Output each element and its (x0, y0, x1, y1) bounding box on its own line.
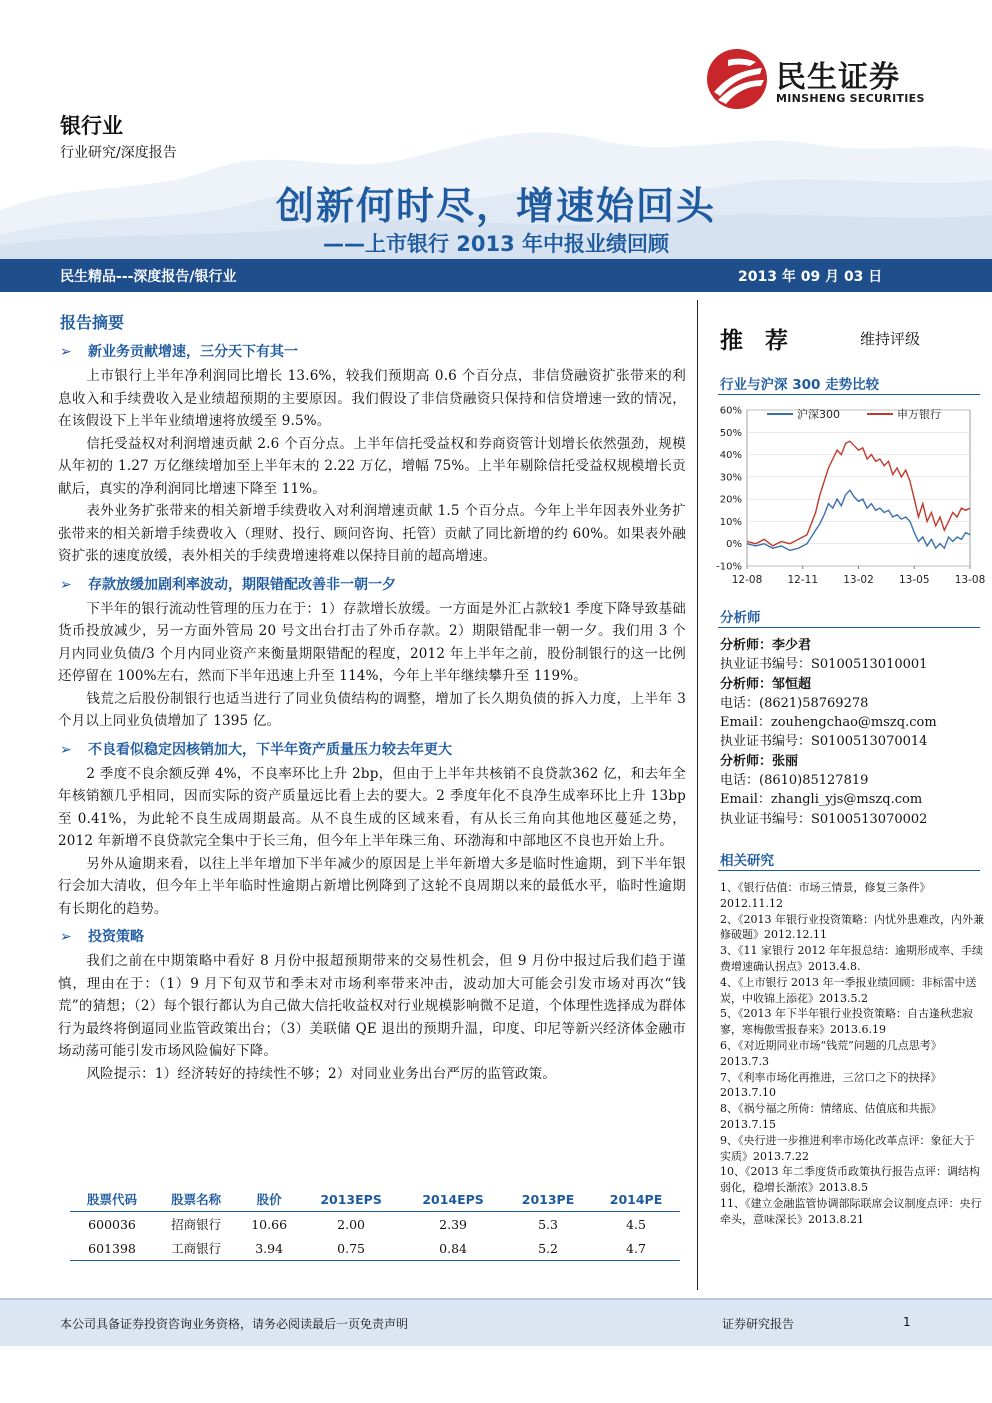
table-cell: 0.75 (300, 1236, 402, 1261)
section-rule (718, 627, 980, 628)
footer-rule (0, 1298, 992, 1300)
analyst-1: 分析师：李少君 (720, 638, 812, 653)
column-divider (697, 300, 698, 1290)
paragraph: 钱荒之后股份制银行也适当进行了同业负债结构的调整，增加了长久期负债的拆入力度，上半年 3 个月以上同业负债增加了 1395 亿。 (58, 690, 686, 729)
table-row (70, 1236, 680, 1261)
risk-warning: 风险提示：1）经济转好的持续性不够；2）对同业业务出台严厉的监管政策。 (86, 1065, 557, 1082)
col-header: 2014EPS (402, 1187, 504, 1212)
table-cell: 600036 (88, 1216, 136, 1232)
table-cell: 2.39 (439, 1216, 467, 1232)
col-header: 2014PE (592, 1187, 680, 1212)
analyst-3: 分析师：张丽 (720, 753, 799, 769)
footer-disclaimer: 本公司具备证券投资咨询业务资格，请务必阅读最后一页免责声明 (60, 1317, 409, 1331)
paragraph: 信托受益权对利润增速贡献 2.6 个百分点。上半年信托受益权和券商资管计划增长依然强劲，规模从年初的 1.27 万亿继续增加至上半年末的 2.22 万亿，增幅 75%。上半年剔除信托受益权规模增长贡献后，真实的净利润同比增速下降至 11%。 (58, 435, 686, 497)
recommendation: 推荐 (720, 328, 810, 354)
chart-series (747, 441, 970, 550)
research-item: 8、《祸兮福之所倚：情绪底、估值底和共振》2013.7.15 (720, 1102, 942, 1131)
research-item: 1、《银行估值：市场三情景，修复三条件》2012.11.12 (720, 881, 931, 910)
table-cell: 5.3 (538, 1216, 558, 1232)
bullet-heading-4: ➢ 投资策略 (60, 929, 144, 945)
analyst-cert: 执业证书编号：S0100513010001 (720, 657, 928, 673)
x-tick-label: 13-08 (954, 574, 986, 586)
table-cell: 2.00 (337, 1216, 366, 1232)
y-tick-label: 30% (719, 472, 742, 484)
research-item: 10、《2013 年二季度货币政策执行报告点评：调结构弱化，稳增长渐浓》2013.8.5 (720, 1165, 980, 1195)
report-summary (58, 310, 686, 1085)
related-research-list (720, 880, 985, 1228)
analyst-list (720, 636, 985, 829)
paragraph: 2 季度不良余额反弹 4%，不良率环比上升 2bp，但由于上半年共核销不良贷款362 亿，和去年全年核销额几乎相同，因而实际的资产质量远比看上去的要大。2 季度年化不良净生成率环比上升 13bp 至 0.41%，为此轮不良生成周期最高。从不良生成的区域来看，有从长三角向其他地区蔓延之势，2012 年新增不良贷款完全集中于长三角，但今年上半年珠三角、环渤海和中部地区不良也开始上升。 (58, 765, 686, 849)
research-item: 7、《利率市场化再推进，三岔口之下的抉择》2013.7.10 (720, 1070, 942, 1100)
analyst-name: 邹恒超 (772, 676, 812, 692)
logo-english-name: MINSHENG SECURITIES (776, 92, 925, 105)
minsheng-logo (706, 48, 946, 112)
col-header: 2013EPS (300, 1187, 402, 1212)
analyst-email: Email：zouhengchao@mszq.com (720, 715, 937, 731)
paragraph: 上市银行上半年净利润同比增长 13.6%，较我们预期高 0.6 个百分点，非信贷融资扩张带来的利息收入和手续费收入是业绩超预期的主要原因。我们假设了非信贷融资只保持和信贷增速一致的情况，在该假设下上半年业绩增速将放缓至 9.5%。 (58, 368, 686, 429)
paragraph: 我们之前在中期策略中看好 8 月份中报超预期带来的交易性机会，但 9 月份中报过后我们趋于谨慎，理由在于：（1）9 月下旬双节和季末对市场利率带来冲击，波动加大可能会引发市场对再次“钱荒”的猜想；（2）每个银行都认为自己做大信托收益权对行业规模影响微不足道，个体理性选择成为群体行为最终将倒逼同业监管政策出台；（3）美联储 QE 退出的预期升温，印度、印尼等新兴经济体金融市场动荡可能引发市场风险偏好下降。 (58, 953, 686, 1059)
section-rule (718, 870, 980, 871)
y-tick-label: 20% (719, 494, 742, 506)
x-tick-label: 13-02 (843, 574, 874, 586)
y-tick-label: -10% (716, 561, 742, 573)
x-tick-label: 12-08 (731, 574, 763, 586)
series-line-sw-bank (747, 441, 970, 546)
chart-legend (767, 407, 941, 421)
research-item: 4、《上市银行 2013 年一季报业绩回顾：非标雷中送炭，中收锦上添花》2013.5.2 (720, 975, 977, 1005)
performance-chart (705, 398, 990, 593)
table-cell: 0.84 (402, 1236, 504, 1261)
table-cell: 5.2 (504, 1236, 592, 1261)
chart-x-axis (732, 566, 986, 586)
sector-label: 银行业 (60, 114, 123, 138)
table-header-row (70, 1187, 680, 1212)
analyst-cert: 执业证书编号：S0100513070014 (720, 734, 928, 750)
table-cell: 3.94 (238, 1236, 300, 1261)
analyst-heading: 分析师 (720, 610, 761, 626)
chart-y-axis (716, 406, 742, 573)
logo-chinese-name: 民生证券 (776, 60, 900, 95)
footer-doc-type: 证券研究报告 (722, 1317, 795, 1331)
bullet-heading-2: ➢ 存款放缓加剧利率波动，期限错配改善非一朝一夕 (60, 576, 396, 593)
x-tick-label: 13-05 (898, 574, 930, 586)
research-item: 6、《对近期同业市场“钱荒”问题的几点思考》2013.7.3 (720, 1038, 942, 1068)
table-cell: 招商银行 (171, 1217, 222, 1232)
research-item: 3、《11 家银行 2012 年年报总结：逾期形成率、手续费增速确认拐点》2013.4.8. (720, 944, 983, 973)
table-cell: 601398 (70, 1236, 154, 1261)
summary-heading: 报告摘要 (60, 313, 125, 332)
bullet-heading-1: ➢ 新业务贡献增速，三分天下有其一 (60, 344, 298, 360)
rating-status: 维持评级 (860, 330, 921, 348)
analyst-phone: 电话：(8621)58769278 (720, 695, 869, 711)
research-item: 9、《央行进一步推进利率市场化改革点评：象征大于实质》2013.7.22 (720, 1133, 975, 1163)
col-header: 2013PE (504, 1187, 592, 1212)
table-cell: 4.5 (626, 1216, 646, 1232)
col-header: 股票代码 (70, 1187, 154, 1212)
paragraph: 另外从逾期来看，以往上半年增加下半年减少的原因是上半年新增大多是临时性逾期，到下半年银行会加大清收，但今年上半年临时性逾期占新增比例降到了这轮不良周期以来的最低水平，临时性逾期有长期化的趋势。 (58, 855, 686, 917)
report-type: 行业研究/深度报告 (60, 145, 177, 161)
banner-date: 2013 年 09 月 03 日 (738, 269, 883, 285)
arrow-icon: ➢ (60, 929, 72, 945)
y-tick-label: 50% (719, 427, 742, 439)
arrow-icon: ➢ (60, 576, 72, 593)
table-cell: 工商银行 (154, 1236, 238, 1261)
analyst-email: Email：zhangli_yjs@mszq.com (720, 792, 923, 808)
paragraph: 下半年的银行流动性管理的压力在于：1）存款增长放缓。一方面是外汇占款较1 季度下降导致基础货币投放减少，另一方面外管局 20 号文出台打击了外币存款。2）期限错配非一朝一夕。我们用 3 个月内同业负债/3 个月内同业资产来衡量期限错配的程度，2012 年上半年之前，股份制银行的这一比例还停留在 100%左右，然而下半年迅速上升至 114%，今年上半年继续攀升至 119%。 (58, 600, 686, 684)
y-tick-label: 40% (719, 450, 742, 462)
page-number: 1 (903, 1315, 911, 1329)
report-title: 创新何时尽，增速始回头 (275, 184, 716, 228)
col-header: 股价 (238, 1187, 300, 1212)
table-cell: 4.7 (592, 1236, 680, 1261)
analyst-phone: 电话：(8610)85127819 (720, 773, 869, 789)
report-subtitle: ——上市银行 2013 年中报业绩回顾 (322, 232, 670, 256)
arrow-icon: ➢ (60, 344, 72, 360)
legend-label: 沪深300 (797, 408, 840, 421)
bullet-heading-3: ➢ 不良看似稳定因核销加大，下半年资产质量压力较去年更大 (60, 741, 452, 758)
stock-forecast-table (70, 1187, 680, 1261)
table-cell: 10.66 (251, 1216, 288, 1232)
table-row (70, 1212, 680, 1237)
y-tick-label: 60% (719, 405, 742, 417)
legend-label: 申万银行 (897, 408, 941, 421)
y-tick-label: 10% (719, 516, 742, 528)
analyst-name: 李少君 (772, 638, 812, 653)
research-item: 11、《建立金融监管协调部际联席会议制度点评：央行牵头，意味深长》2013.8.21 (720, 1196, 982, 1226)
research-item: 2、《2013 年银行业投资策略：内忧外患难改，内外兼修破题》2012.12.11 (720, 912, 984, 942)
col-header: 股票名称 (154, 1187, 238, 1212)
x-tick-label: 12-11 (787, 574, 819, 586)
logo-emblem-icon (706, 48, 768, 110)
research-item: 5、《2013 年下半年银行业投资策略：自古逢秋悲寂寥，寒梅傲雪报春来》2013.6.19 (720, 1007, 973, 1037)
analyst-cert: 执业证书编号：S0100513070002 (720, 811, 928, 827)
chart-heading: 行业与沪深 300 走势比较 (720, 377, 880, 393)
section-rule (718, 394, 980, 395)
research-heading: 相关研究 (720, 853, 774, 869)
paragraph: 表外业务扩张带来的相关新增手续费收入对利润增速贡献 1.5 个百分点。今年上半年因表外业务扩张带来的相关新增手续费收入（理财、投行、顾问咨询、托管）贡献了同比新增的约 60%。如果表外融资扩张的速度放缓，表外相关的手续费增速将难以保持目前的超高增速。 (58, 503, 686, 564)
y-tick-label: 0% (726, 539, 742, 551)
arrow-icon: ➢ (60, 741, 72, 758)
banner-category: 民生精品---深度报告/银行业 (60, 269, 237, 285)
analyst-2: 分析师：邹恒超 (720, 676, 812, 692)
analyst-name: 张丽 (772, 753, 799, 769)
